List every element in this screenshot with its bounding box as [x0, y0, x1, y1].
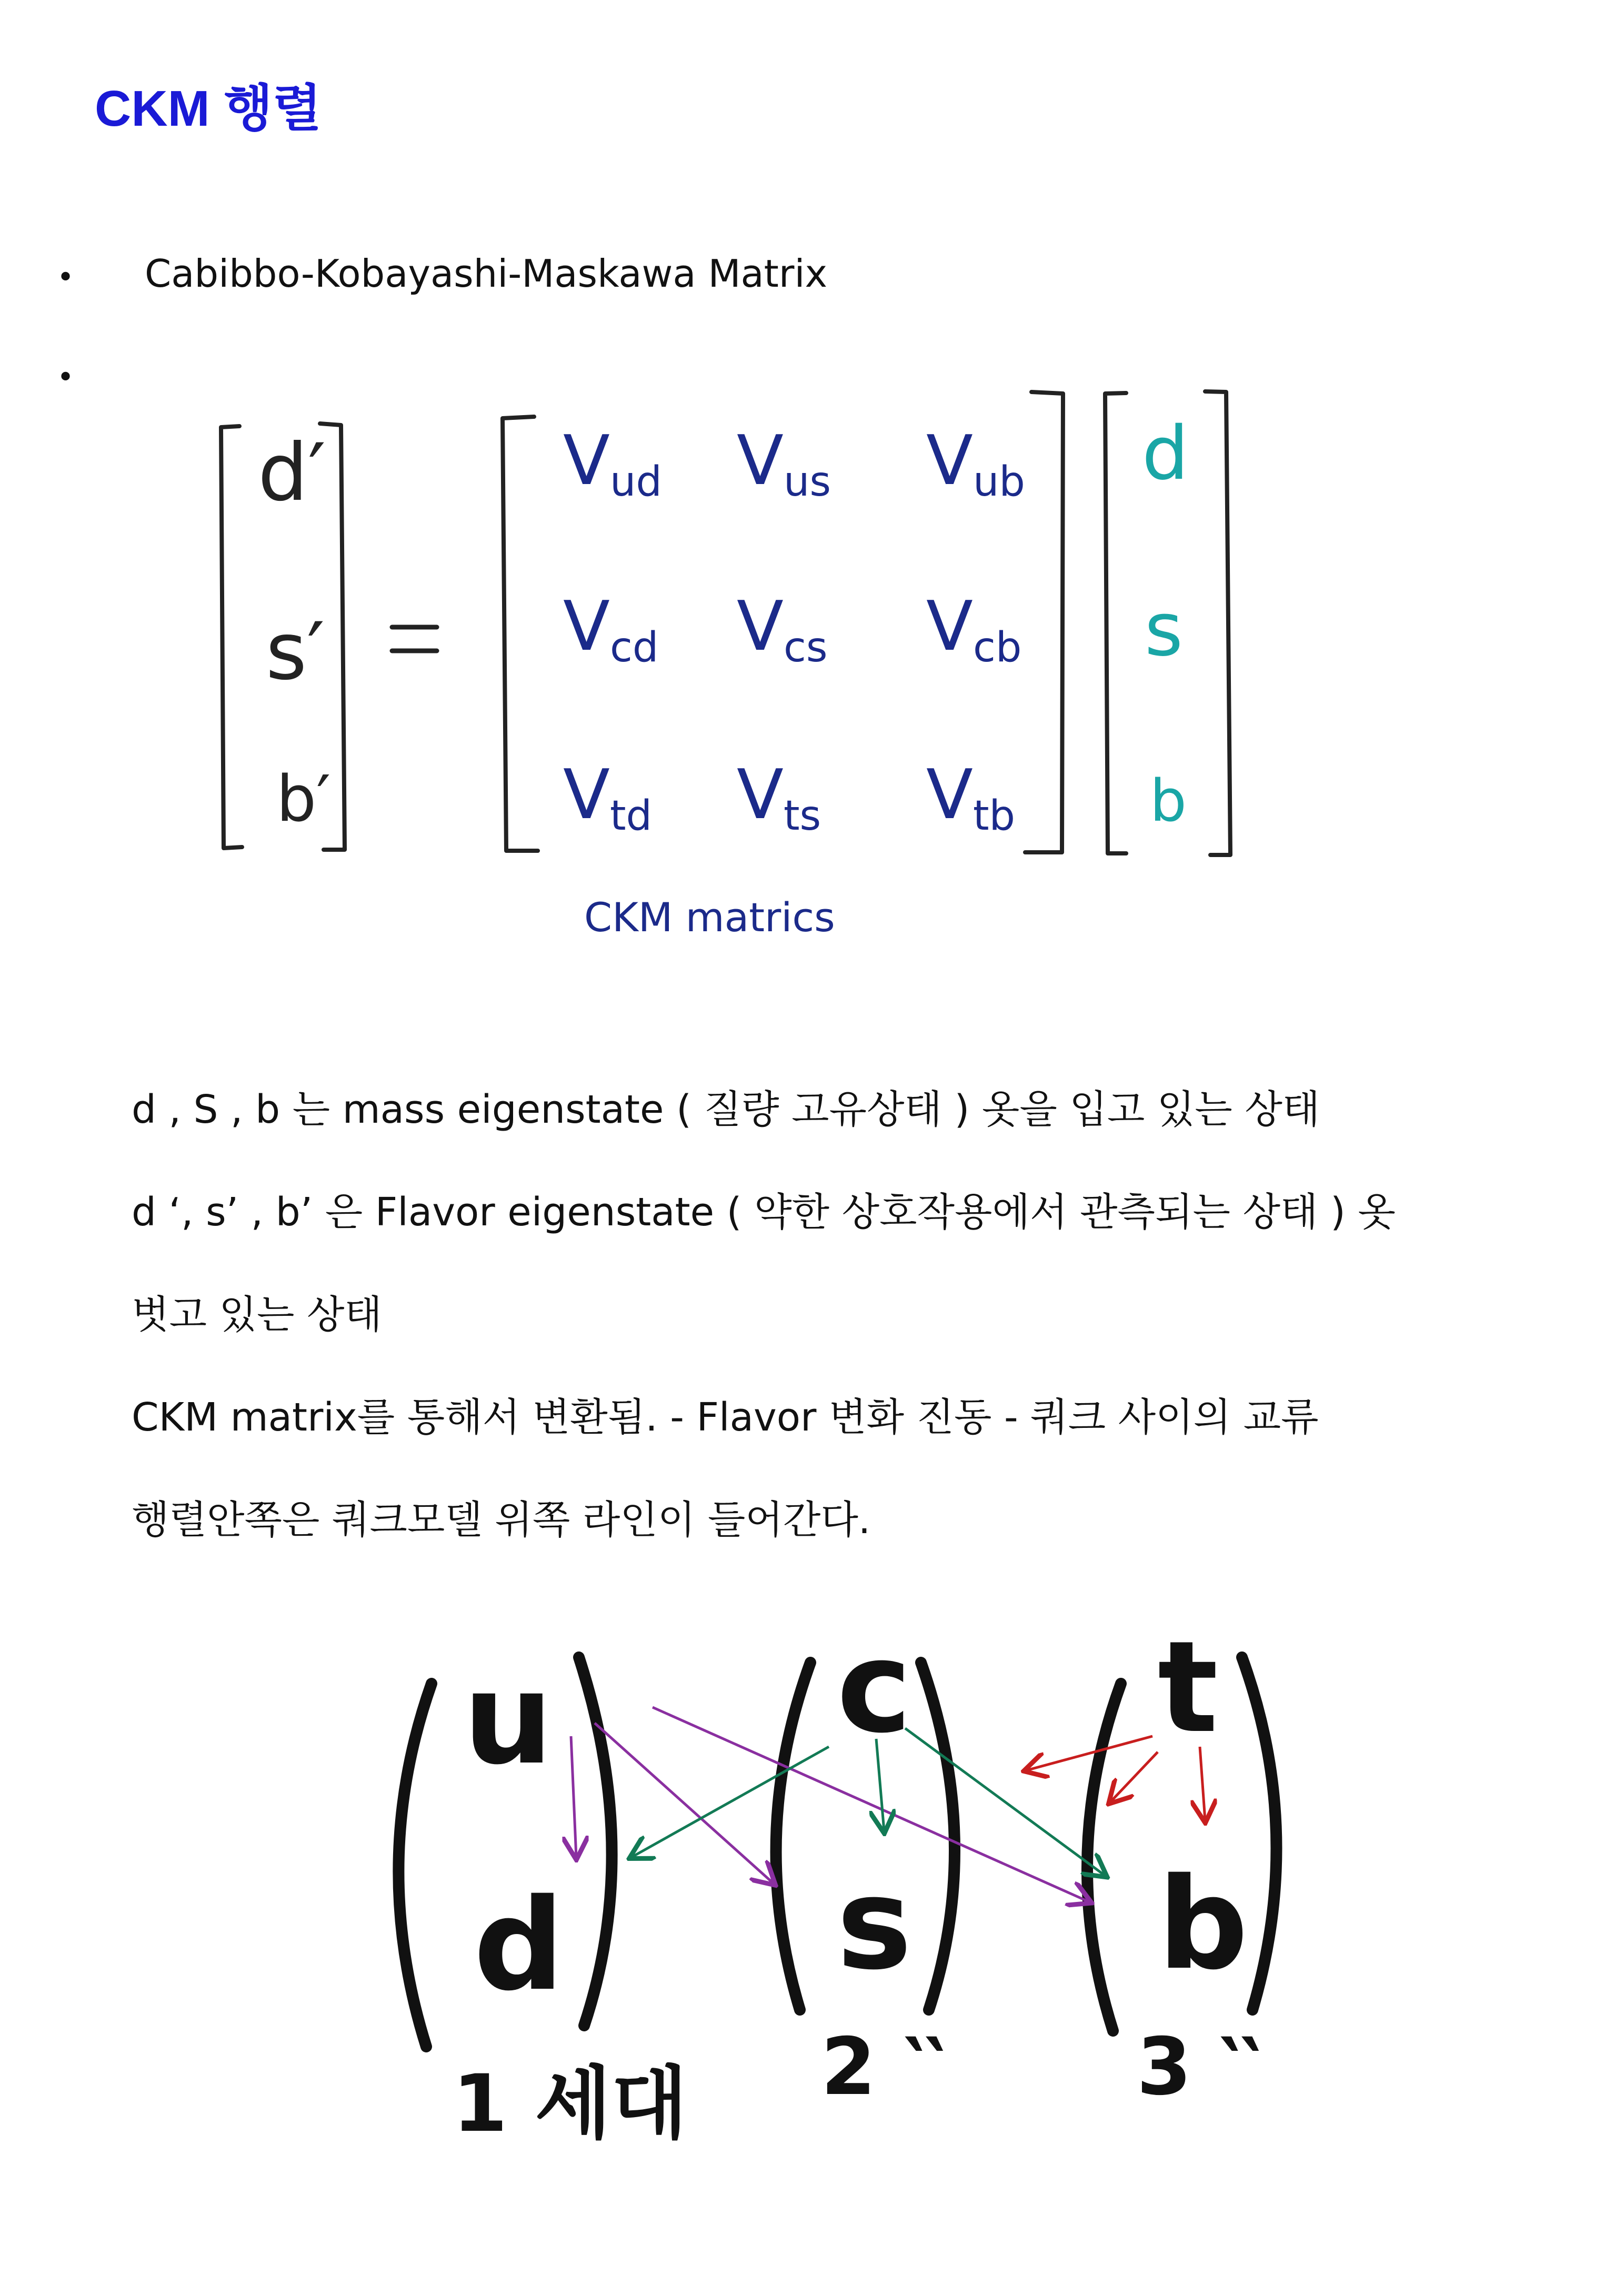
rhs-vector — [1142, 411, 1189, 834]
quark-t: t — [1158, 1614, 1218, 1761]
matrix-cell-subscript: cb — [973, 624, 1022, 671]
bullet-text-ckm-name: Cabibbo-Kobayashi-Maskawa Matrix — [145, 251, 828, 296]
lhs-vector — [258, 427, 330, 836]
matrix-cell-v: V — [563, 754, 610, 834]
matrix-cell — [926, 754, 1015, 840]
matrix-cell-v: V — [926, 586, 973, 666]
page-title: CKM 행렬 — [95, 80, 322, 137]
paragraph-flavor-eigenstate: d ‘, s’ , b’ 은 Flavor eigenstate ( 약한 상호작용에서 관측되는 상태 ) 옷 — [132, 1190, 1396, 1235]
rhs-d: d — [1142, 411, 1189, 497]
matrix-cell-subscript: cd — [609, 624, 659, 671]
matrix-cell-subscript: td — [609, 792, 653, 840]
matrix-cell — [926, 420, 1025, 506]
ckm-matrix-cells — [563, 420, 1025, 840]
quark-s: s — [837, 1850, 912, 1998]
paragraph-flavor-continued: 벗고 있는 상태 — [132, 1292, 382, 1337]
matrix-cell-subscript: ts — [783, 792, 821, 840]
matrix-cell-subscript: us — [783, 458, 831, 506]
matrix-cell — [926, 586, 1021, 671]
matrix-cell-v: V — [563, 586, 610, 666]
lhs-d-prime: d′ — [258, 427, 326, 519]
equals-sign — [392, 627, 437, 651]
matrix-cell — [563, 420, 662, 506]
ckm-matrix-figure — [0, 368, 1624, 979]
quark-d: d — [474, 1871, 564, 2019]
matrix-cell-subscript: cs — [783, 624, 828, 671]
matrix-cell-v: V — [926, 420, 973, 500]
generation-labels — [453, 2021, 1261, 2150]
bracket-lines — [221, 391, 1230, 855]
bullet-marker: • — [57, 360, 75, 395]
matrix-cell — [563, 586, 658, 671]
matrix-cell-v: V — [737, 754, 784, 834]
matrix-cell-v: V — [737, 586, 784, 666]
lhs-b-prime: b′ — [276, 763, 331, 836]
matrix-cell-v: V — [737, 420, 784, 500]
matrix-cell-subscript: ud — [609, 458, 662, 506]
matrix-cell-subscript: ub — [973, 458, 1025, 506]
generation-label-2: 2 ‵‵ — [821, 2021, 945, 2113]
matrix-cell — [737, 586, 827, 671]
lhs-s-prime: s′ — [266, 606, 325, 698]
paragraph-ckm-transform: CKM matrix를 통해서 변환됨. - Flavor 변화 진동 - 쿼크 사이의 교류 — [132, 1395, 1319, 1440]
matrix-cell-v: V — [563, 420, 610, 500]
quark-generation-figure — [0, 1610, 1624, 2189]
rhs-s: s — [1145, 587, 1183, 673]
bullet-marker: • — [57, 260, 75, 295]
quark-b: b — [1158, 1850, 1248, 1998]
matrix-cell-subscript: tb — [973, 792, 1016, 840]
quark-c: c — [837, 1614, 912, 1761]
generation-label-3: 3 ‵‵ — [1137, 2021, 1261, 2113]
matrix-caption: CKM matrics — [584, 894, 835, 941]
quark-u: u — [463, 1645, 553, 1793]
paragraph-quark-model-line: 행렬안쪽은 쿼크모델 위쪽 라인이 들어간다. — [132, 1497, 871, 1543]
matrix-cell-v: V — [926, 754, 973, 834]
matrix-cell — [563, 754, 652, 840]
paragraph-mass-eigenstate: d , S , b 는 mass eigenstate ( 질량 고유상태 ) 옷을 입고 있는 상태 — [132, 1087, 1320, 1132]
u-transition-arrows — [571, 1707, 1089, 1902]
generation-label-1: 1 세대 — [453, 2058, 688, 2150]
rhs-b: b — [1150, 767, 1187, 834]
matrix-cell — [737, 754, 821, 840]
matrix-cell — [737, 420, 831, 506]
